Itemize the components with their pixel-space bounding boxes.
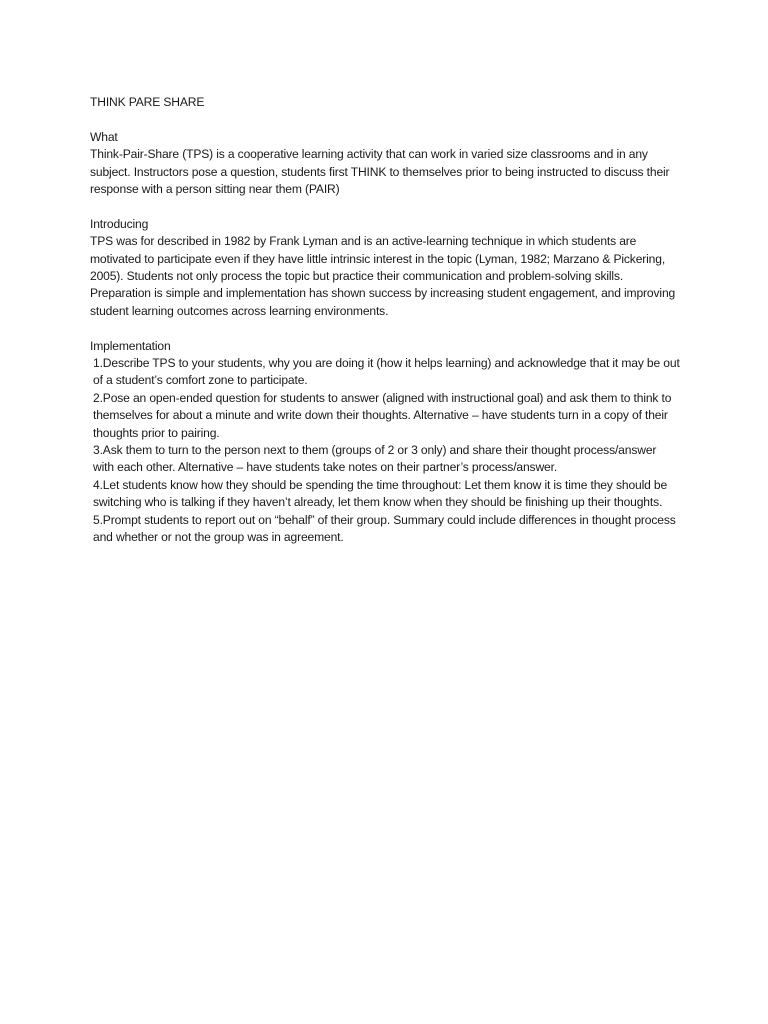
implementation-step: 4.Let students know how they should be spending the time throughout: Let them know it is time they should be switching who is talking if they haven’t already, let them know when they should be finishing up their thoughts. bbox=[93, 477, 668, 510]
section-heading-implementation: Implementation bbox=[90, 338, 171, 353]
implementation-steps bbox=[90, 355, 680, 546]
implementation-step: 5.Prompt students to report out on “behalf” of their group. Summary could include differences in thought process and whether or not the group was in agreement. bbox=[93, 512, 676, 545]
section-what bbox=[90, 129, 680, 199]
implementation-step: 2.Pose an open-ended question for students to answer (aligned with instructional goal) and ask them to think to themselves for about a minute and write down their thoughts. Alternative – have students turn in a copy of their thoughts prior to pairing. bbox=[93, 390, 672, 440]
section-introducing bbox=[90, 216, 680, 320]
implementation-step: 3.Ask them to turn to the person next to them (groups of 2 or 3 only) and share their thought process/answer with each other. Alternative – have students take notes on their partner’s process/answer. bbox=[93, 443, 657, 475]
section-body-introducing: TPS was for described in 1982 by Frank Lyman and is an active-learning technique in which students are motivated to participate even if they have little intrinsic interest in the topic (Lyman, 1982; Marzano & Pickering, 2005). Students not only process the topic but practice their communication and problem-solving skills. Preparation is simple and implementation has shown success by increasing student engagement, and improving student learning outcomes across learning environments. bbox=[90, 234, 676, 318]
implementation-step: 1.Describe TPS to your students, why you are doing it (how it helps learning) and acknowledge that it may be out of a student’s comfort zone to participate. bbox=[93, 356, 680, 388]
section-heading-what: What bbox=[90, 129, 118, 144]
section-body-what: Think-Pair-Share (TPS) is a cooperative learning activity that can work in varied size classrooms and in any subject. Instructors pose a question, students first THINK to themselves prior to being instructed to discuss their response with a person sitting near them (PAIR) bbox=[90, 147, 670, 197]
document-title: THINK PARE SHARE bbox=[90, 95, 205, 109]
document-content bbox=[90, 94, 680, 547]
section-heading-introducing: Introducing bbox=[90, 216, 149, 231]
section-implementation bbox=[90, 338, 680, 547]
